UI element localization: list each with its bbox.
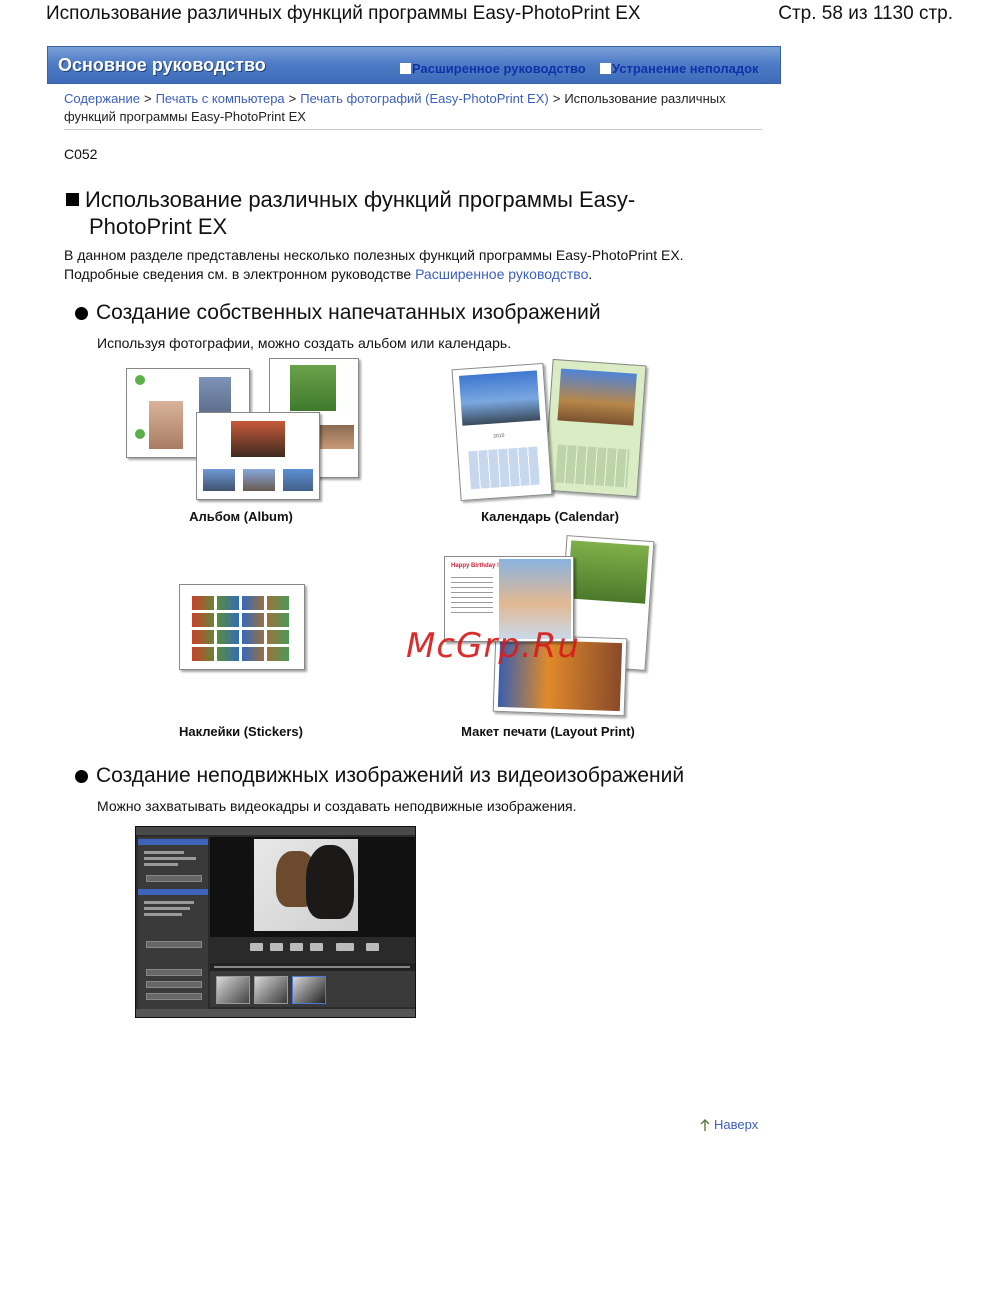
photo-family (199, 377, 231, 415)
timeline-slider (210, 963, 415, 971)
calendar-page-right (544, 359, 647, 497)
sidebar-button (146, 981, 202, 988)
section-heading-video (75, 764, 684, 788)
playback-controls (210, 937, 415, 961)
play-icon (270, 943, 283, 951)
sticker-sheet (179, 584, 305, 670)
stop-icon (290, 943, 303, 951)
clover-icon (135, 375, 145, 385)
video-capture-screenshot (135, 826, 416, 1018)
intro-line1: В данном разделе представлены несколько полезных функций программы Easy-PhotoPrint EX. (64, 247, 684, 263)
capture-button (146, 941, 202, 948)
caption-calendar: Календарь (Calendar) (481, 509, 619, 524)
photo-city-1 (203, 469, 235, 491)
photo-harbor (459, 370, 540, 425)
photo-grass (290, 365, 336, 411)
app-statusbar (136, 1009, 415, 1017)
section-heading-video-text: Создание неподвижных изображений из видеоизображений (96, 764, 685, 787)
filled-circle-icon (75, 770, 88, 783)
breadcrumb-contents-link[interactable]: Содержание (64, 91, 140, 106)
intro-line2-suffix: . (588, 266, 593, 282)
breadcrumb-separator: > (552, 91, 561, 106)
video-preview (210, 837, 415, 937)
forward-icon (310, 943, 323, 951)
album-page-front (196, 412, 320, 500)
clover-icon (135, 429, 145, 439)
page-title-line1: Использование различных функций программы Easy- (85, 187, 636, 212)
captured-frames-strip (210, 971, 415, 1007)
sidebar-button (146, 969, 202, 976)
dog-shape (306, 845, 354, 919)
sidebar-button (146, 875, 202, 882)
sidebar-text (144, 851, 184, 854)
captured-frame-thumbnail (254, 976, 288, 1004)
watermark: McGrp.Ru (406, 626, 580, 666)
photo-city-2 (243, 469, 275, 491)
section-heading-prints (75, 301, 601, 325)
sidebar-button (146, 993, 202, 1000)
photo-tulips (231, 421, 285, 457)
square-icon (400, 63, 411, 74)
caption-layout-print: Макет печати (Layout Print) (461, 724, 635, 739)
arrow-left-circle-icon (0, 0, 22, 22)
rewind-icon (250, 943, 263, 951)
breadcrumb-photo-print-link[interactable]: Печать фотографий (Easy-PhotoPrint EX) (300, 91, 549, 106)
section-description-video: Можно захватывать видеокадры и создавать неподвижные изображения. (97, 798, 577, 814)
calendar-year: 2010 (493, 432, 505, 440)
arrow-up-icon (700, 1119, 710, 1131)
advanced-guide-label: Расширенное руководство (412, 61, 586, 76)
birthday-heading: Happy Birthday ! (451, 563, 500, 569)
layout-print-illustration (442, 532, 656, 718)
calendar-grid (468, 447, 540, 490)
filled-square-icon (66, 193, 79, 206)
timeline-track (214, 966, 410, 968)
capture-icon (336, 943, 354, 951)
sidebar-text (144, 907, 190, 910)
sidebar-text (144, 857, 196, 860)
print-page-number: Стр. 58 из 1130 стр. (778, 3, 953, 24)
sidebar-text (144, 901, 194, 904)
photo-people (320, 425, 354, 449)
troubleshooting-label: Устранение неполадок (612, 61, 759, 76)
intro-line2 (64, 265, 684, 284)
section-description-prints: Используя фотографии, можно создать альбом или календарь. (97, 335, 512, 351)
captured-frame-thumbnail (292, 976, 326, 1004)
filled-circle-icon (75, 307, 88, 320)
breadcrumb (64, 90, 762, 130)
sidebar-header (138, 889, 208, 895)
album-illustration (124, 356, 360, 500)
square-icon (600, 63, 611, 74)
photo-elephant (567, 540, 649, 603)
page-title-line2: PhotoPrint EX (89, 214, 228, 239)
back-to-top-link[interactable] (700, 1117, 758, 1132)
page-title (66, 186, 686, 240)
caption-album: Альбом (Album) (189, 509, 293, 524)
photo-child (149, 401, 183, 449)
breadcrumb-separator: > (288, 91, 297, 106)
intro-line2-prefix: Подробные сведения см. в электронном руководстве (64, 266, 412, 282)
card-text-lines (451, 577, 493, 617)
sidebar-text (144, 863, 178, 866)
sidebar-text (144, 913, 182, 916)
intro-text (64, 246, 684, 284)
photo-palace (557, 368, 636, 425)
section-heading-prints-text: Создание собственных напечатанных изображений (96, 301, 601, 324)
print-header-title: Использование различных функций программы Easy-PhotoPrint EX (46, 3, 641, 24)
app-titlebar (136, 827, 415, 835)
stickers-illustration (179, 584, 305, 670)
page-code: C052 (64, 146, 98, 162)
sidebar-header (138, 839, 208, 845)
arrow-right-circle-icon (0, 27, 22, 49)
breadcrumb-separator: > (143, 91, 152, 106)
breadcrumb-current: Использование различных функций программы Easy-PhotoPrint EX (64, 91, 726, 124)
calendar-page-left (452, 363, 553, 501)
breadcrumb-print-from-computer-link[interactable]: Печать с компьютера (155, 91, 285, 106)
back-to-top-label: Наверх (714, 1117, 759, 1132)
troubleshooting-link[interactable] (600, 61, 759, 76)
captured-frame-thumbnail (216, 976, 250, 1004)
banner-title: Основное руководство (58, 55, 266, 75)
sticker-grid (192, 595, 290, 661)
manual-banner (47, 46, 781, 84)
caption-stickers: Наклейки (Stickers) (179, 724, 303, 739)
photo-city-3 (283, 469, 313, 491)
video-frame-dogs (254, 839, 358, 931)
calendar-grid (555, 444, 629, 487)
app-sidebar (138, 837, 208, 1009)
intro-advanced-guide-link[interactable]: Расширенное руководство (415, 266, 589, 282)
advanced-guide-link[interactable] (400, 61, 586, 76)
volume-icon (366, 943, 379, 951)
calendar-illustration (452, 356, 648, 502)
